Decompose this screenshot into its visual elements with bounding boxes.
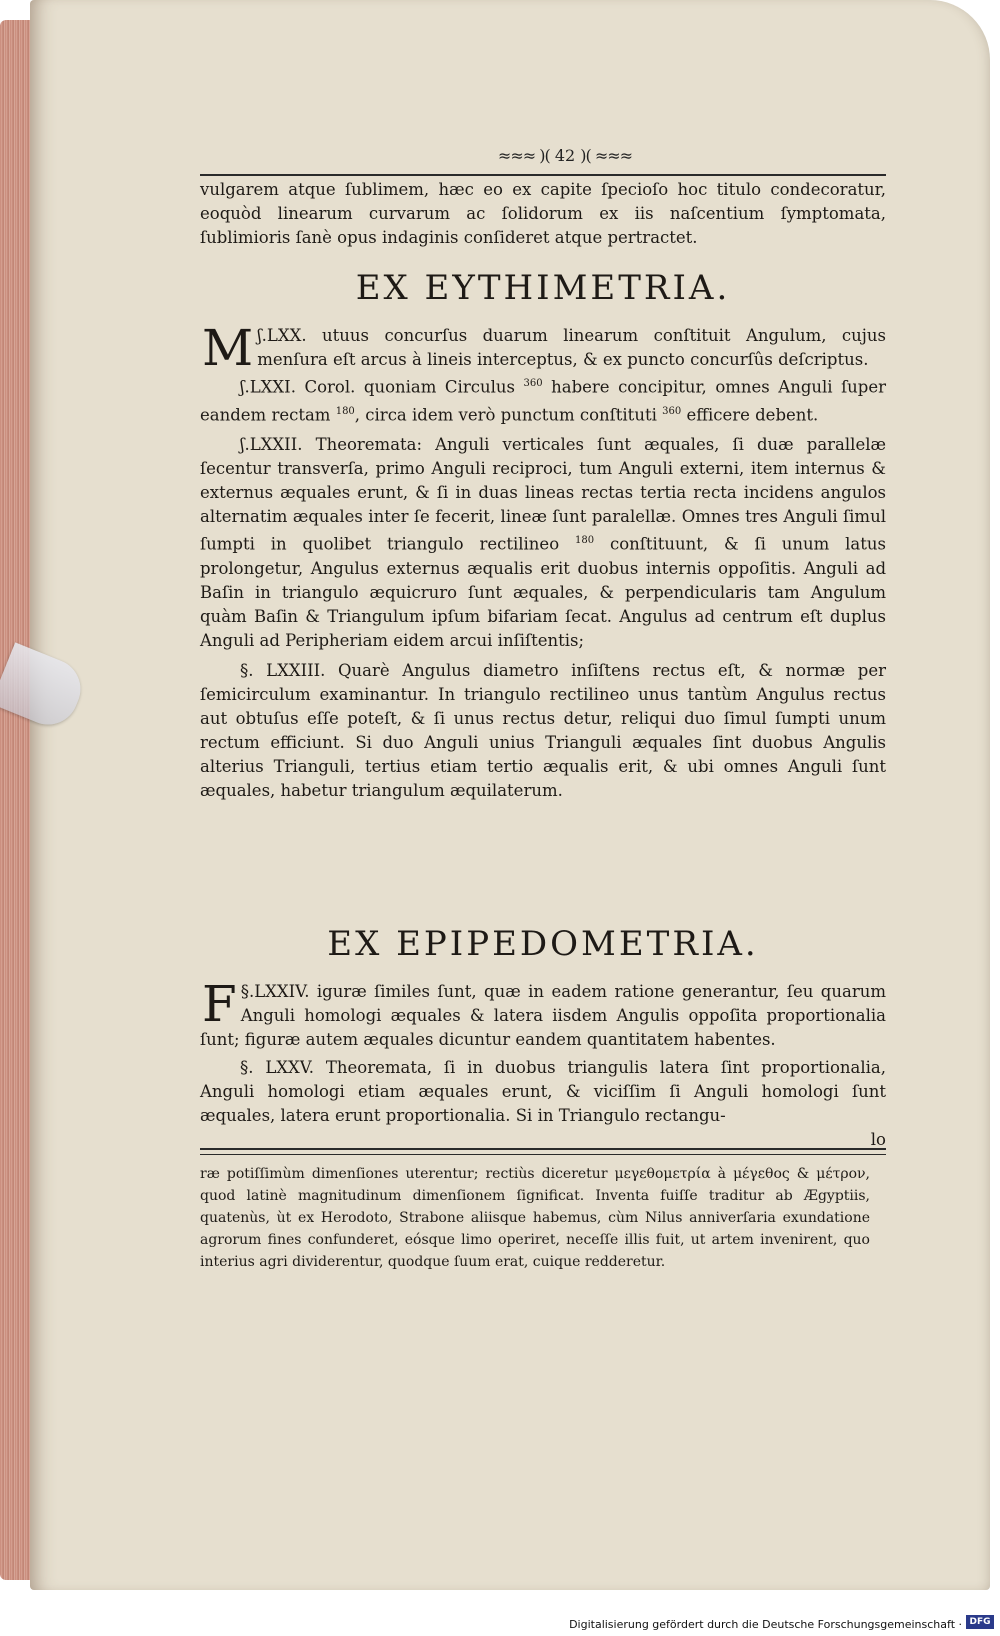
text-lxxiv: iguræ ſimiles ſunt, quæ in eadem ratione generantur, ſeu quarum Anguli homologi æquales & latera iisdem Angulis oppoſita proportionalia ſunt; figuræ autem æquales dicuntur eandem quantitatem habentes. — [200, 982, 886, 1049]
text-lxxi-a: Corol. quoniam Circulus — [304, 377, 515, 397]
intro-text: vulgarem atque ſublimem, hæc eo ex capite ſpecioſo hoc titulo condecoratur, eoquòd linearum curvarum ac ſolidorum ex iis naſcentium ſymptomata, ſublimioris ſanè opus indaginis conſideret atque pertractet. — [200, 180, 886, 247]
text-lxxi-c: , circa idem verò punctum conſtituti — [354, 405, 657, 424]
section-label-lxxi: ʃ.LXXI. — [240, 377, 296, 397]
text-lxx: utuus concurſus duarum linearum conſtituit Angulum, cujus menſura eſt arcus à lineis interceptus, & ex puncto concurſûs deſcriptus. — [257, 326, 886, 369]
footnote-rule-thin — [200, 1154, 886, 1155]
digitization-credit: Digitalisierung gefördert durch die Deutsche Forschungsgemeinschaft · — [569, 1618, 962, 1631]
section-label-lxxiii: §. LXXIII. — [240, 660, 326, 680]
text-lxxii-b: conſtituunt, & ſi unum latus prolongetur, Angulus externus æqualis erit duobus internis oppoſitis. Anguli ad Baſin in triangulo æquicruro ſunt æquales, & perpendicularis tam Angulum quàm Baſin & Triangulum ipſum bifariam ſecat. Angulus ad centrum eſt duplus Anguli ad Peripheriam eidem arcui inſiſtentis; — [200, 534, 886, 650]
section-eythimetria-body — [200, 319, 887, 803]
intro-paragraph — [200, 178, 886, 250]
degree-360-a: 360 — [523, 378, 543, 389]
degree-180: 180 — [335, 405, 355, 417]
section-label-lxxv: §. LXXV. — [240, 1058, 315, 1077]
paragraph-lxxiv — [200, 975, 886, 1052]
degree-180-b: 180 — [575, 535, 595, 546]
text-lxxi-d: efficere debent. — [686, 405, 819, 424]
footnote-rule — [200, 1148, 886, 1150]
dropcap-m: M — [202, 319, 254, 377]
catchword: lo — [870, 1130, 886, 1149]
heading-eythimetria: EX EYTHIMETRIA. — [355, 268, 731, 308]
section-label-lxxii: ʃ.LXXII. — [240, 435, 303, 454]
header-rule — [200, 174, 886, 176]
section-epipedometria-body — [200, 975, 887, 1152]
degree-360-b: 360 — [662, 405, 682, 417]
ornament-right: )( ≈≈≈ — [580, 146, 633, 165]
section-label-lxx: ʃ.LXX. — [257, 326, 307, 345]
ornament-left: ≈≈≈ )( — [497, 146, 550, 165]
text-lxxv: Theoremata, ſi in duobus triangulis latera ſint proportionalia, Anguli homologi etiam æquales erunt, & viciſſim ſi Anguli homologi ſunt æquales, latera erunt proportionalia. Si in Triangulo rectangu- — [200, 1058, 887, 1125]
footnote: ræ potiſſimùm dimenſiones uterentur; rectiùs diceretur μεγεθομετρία à μέγεθος & μέτρον, quod latinè magnitudinum dimenſionem ſignificat. Inventa fuiſſe traditur ab Ægyptiis, quatenùs, ùt ex Herodoto, Strabone aliisque habemus, cùm Nilus anniverſaria exundatione agrorum fines confunderet, eósque limo operiret, neceſſe illis fuit, ut artem invenirent, quo interius agri dividerentur, quodque ſuum erat, cuique redderetur. — [200, 1166, 870, 1270]
dropcap-f: F — [202, 975, 237, 1033]
text-lxxii-a: Theoremata: Anguli verticales ſunt æquales, ſi duæ parallelæ ſecentur transverſa, primo Anguli reciproci, tum Anguli externi, item internus & externus æquales erunt, & ſi in duas lineas rectas tertia recta incidens angulos alternatim æquales inter ſe fecerit, lineæ ſunt paralellæ. Omnes tres Anguli ſimul ſumpti in quolibet triangulo rectilineo — [200, 435, 886, 554]
dfg-logo: DFG — [966, 1615, 994, 1629]
paragraph-lxx — [200, 319, 886, 377]
paragraph-lxxii — [200, 433, 886, 653]
paragraph-lxxiii — [200, 659, 886, 803]
paragraph-lxxi — [200, 372, 886, 427]
text-lxxi-b: habere concipitur, omnes Anguli ſuper eandem rectam — [200, 377, 887, 424]
page-number: 42 — [554, 146, 576, 165]
paragraph-lxxv — [200, 1056, 886, 1128]
heading-epipedometria: EX EPIPEDOMETRIA. — [327, 924, 759, 964]
page-header — [440, 146, 690, 165]
text-lxxiii: Quarè Angulus diametro inſiſtens rectus eſt, & normæ per ſemicirculum examinantur. In triangulo rectilineo unus tantùm Angulus rectus aut obtuſus eſſe poteſt, & ſi unus rectus detur, reliqui duo ſimul ſumpti unum rectum efficiunt. Si duo Anguli unius Trianguli æquales ſint duobus Angulis alterius Trianguli, tertius etiam tertio æqualis erit, & ubi omnes Anguli ſunt æquales, habetur triangulum æquilaterum. — [200, 660, 886, 800]
section-label-lxxiv: §.LXXIV. — [240, 982, 310, 1001]
